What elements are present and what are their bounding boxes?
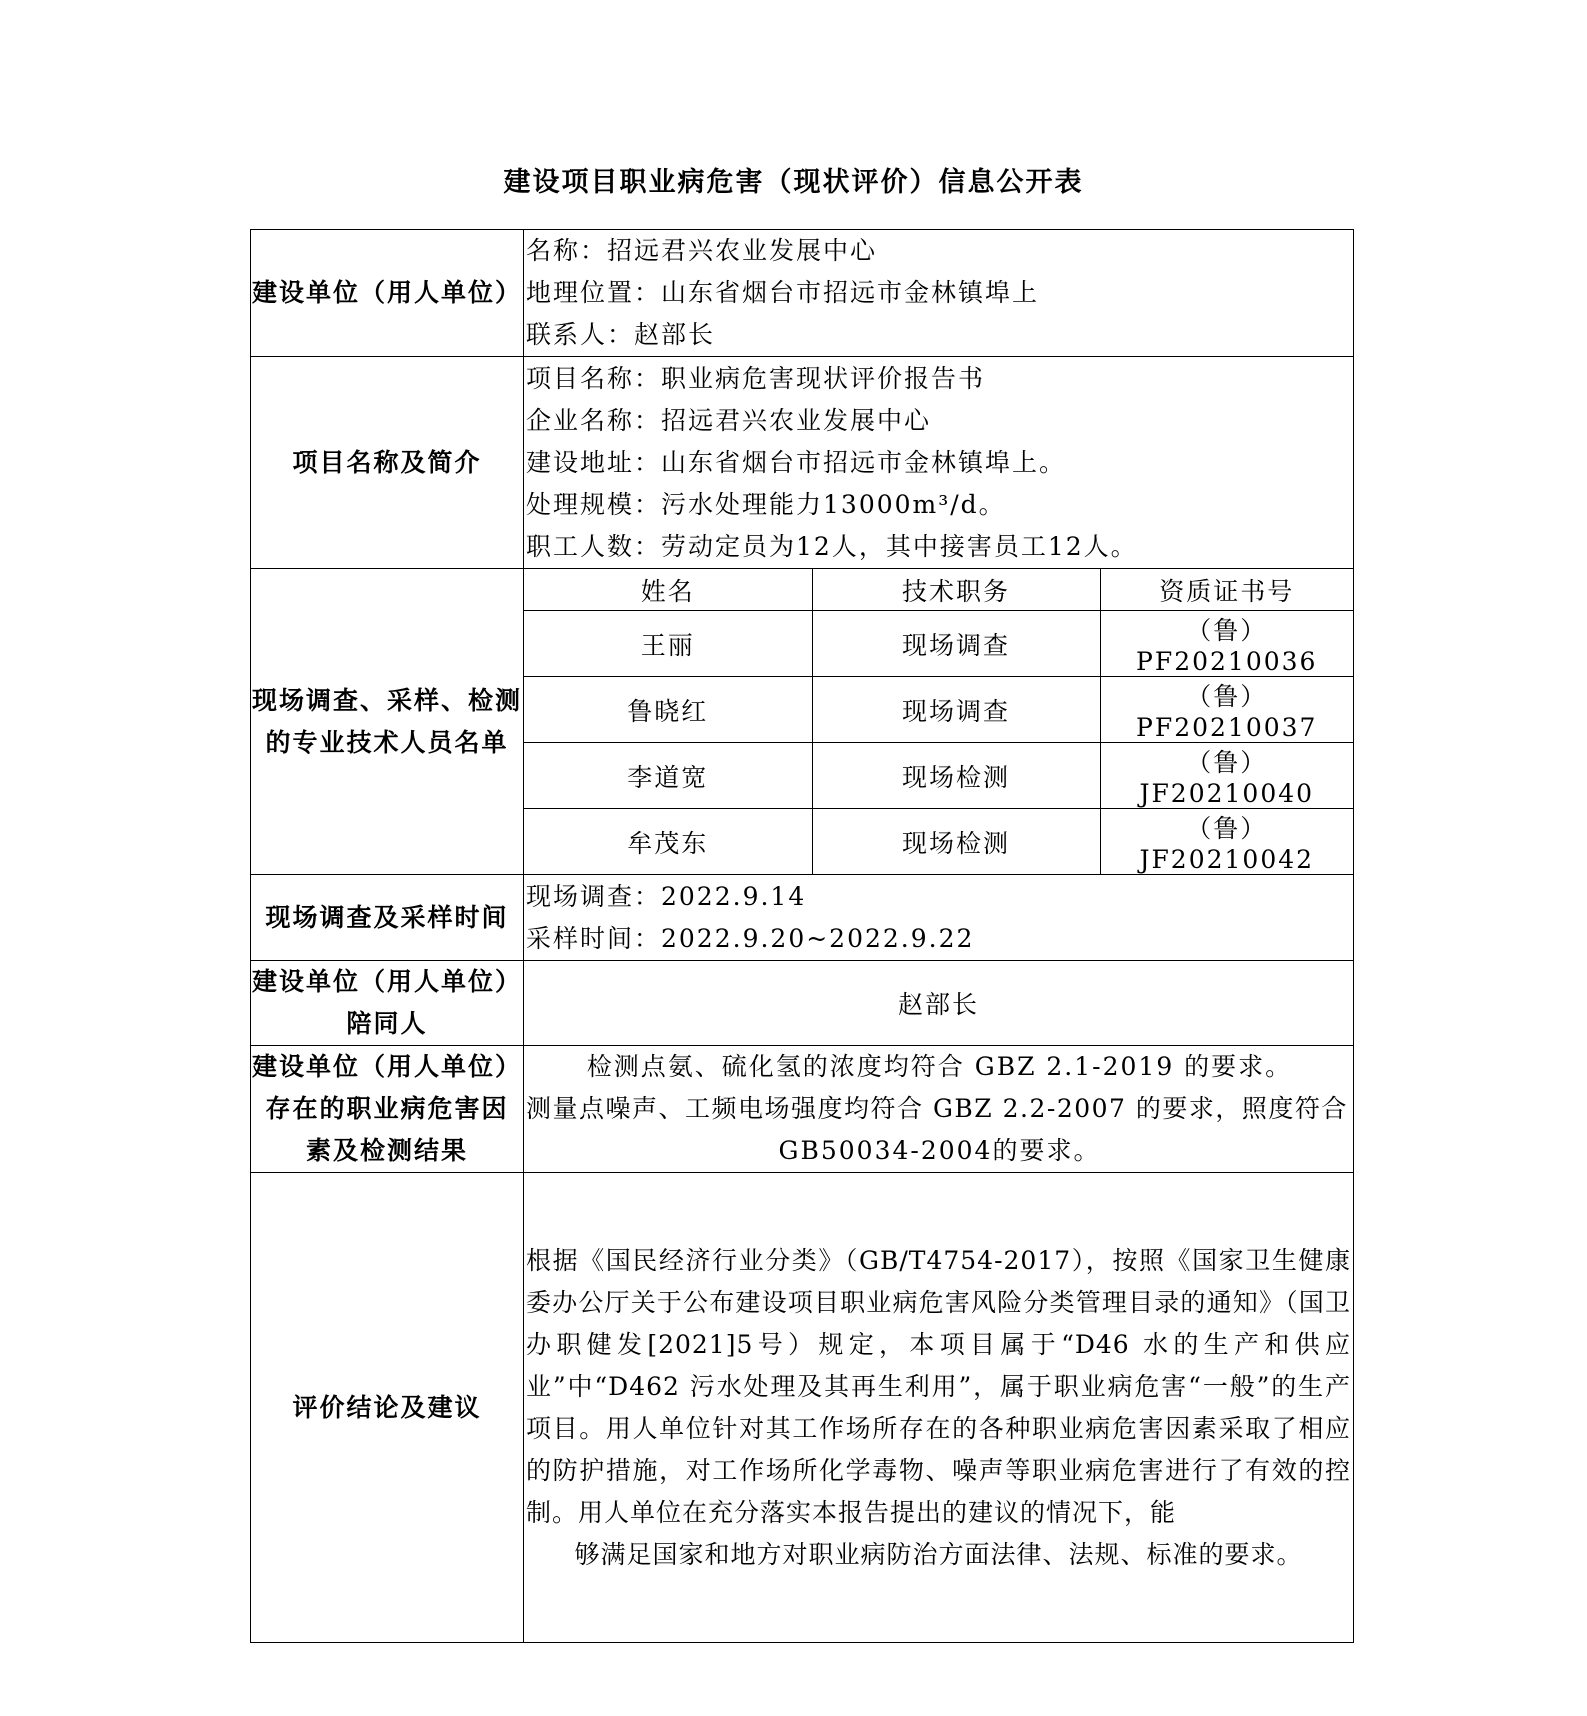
companion-row [251, 961, 1354, 1046]
staff-header-title: 技术职务 [812, 569, 1100, 611]
staff-row [251, 569, 1354, 875]
conclusion-label: 评价结论及建议 [251, 1173, 524, 1643]
companion-label-line1: 建设单位（用人单位） [251, 967, 522, 996]
conclusion-row [251, 1173, 1354, 1643]
hazards-label-line3: 素及检测结果 [305, 1136, 468, 1165]
staff-title: 现场调查 [812, 677, 1100, 743]
staff-name: 鲁晓红 [524, 677, 812, 743]
survey-time-label: 现场调查及采样时间 [251, 875, 524, 961]
staff-table-row [524, 743, 1353, 809]
staff-name: 王丽 [524, 611, 812, 677]
staff-title: 现场调查 [812, 611, 1100, 677]
hazards-label-line2: 存在的职业病危害因 [265, 1094, 509, 1123]
companion-value: 赵部长 [524, 961, 1354, 1046]
staff-label [251, 569, 524, 875]
companion-label [251, 961, 524, 1046]
unit-contact: 联系人：赵部长 [526, 320, 716, 349]
staff-title: 现场检测 [812, 743, 1100, 809]
project-content [524, 357, 1354, 569]
staff-header-cert: 资质证书号 [1100, 569, 1353, 611]
survey-date: 现场调查：2022.9.14 [526, 881, 807, 911]
staff-table-row [524, 809, 1353, 875]
staff-cert: （鲁）JF20210042 [1100, 809, 1353, 875]
sampling-date: 采样时间：2022.9.20~2022.9.22 [526, 923, 975, 953]
hazards-row [251, 1046, 1354, 1173]
project-row [251, 357, 1354, 569]
unit-content [524, 230, 1354, 357]
hazards-content [524, 1046, 1354, 1173]
project-label: 项目名称及简介 [251, 357, 524, 569]
project-company: 企业名称：招远君兴农业发展中心 [526, 405, 932, 435]
staff-cert: （鲁）JF20210040 [1100, 743, 1353, 809]
page-title: 建设项目职业病危害（现状评价）信息公开表 [503, 167, 1084, 198]
hazards-result-2: 测量点噪声、工频电场强度均符合 GBZ 2.2-2007 的要求，照度符合 [526, 1094, 1348, 1123]
info-table [250, 229, 1354, 1643]
unit-location: 地理位置：山东省烟台市招远市金林镇埠上 [526, 278, 1040, 307]
staff-cert: （鲁）PF20210037 [1100, 677, 1353, 743]
unit-name: 名称：招远君兴农业发展中心 [526, 236, 878, 265]
project-address: 建设地址：山东省烟台市招远市金林镇埠上。 [526, 447, 1067, 477]
staff-table-row [524, 611, 1353, 677]
staff-label-line2: 的专业技术人员名单 [265, 727, 509, 757]
conclusion-content [524, 1173, 1354, 1643]
hazards-label [251, 1046, 524, 1173]
companion-label-line2: 陪同人 [346, 1009, 428, 1038]
staff-name: 李道宽 [524, 743, 812, 809]
staff-content [524, 569, 1354, 875]
hazards-result-3: GB50034-2004的要求。 [778, 1136, 1101, 1165]
conclusion-last-line: 够满足国家和地方对职业病防治方面法律、法规、标准的要求。 [574, 1539, 1303, 1569]
staff-name: 牟茂东 [524, 809, 812, 875]
staff-table [524, 569, 1353, 874]
hazards-label-line1: 建设单位（用人单位） [251, 1052, 522, 1081]
staff-table-row [524, 677, 1353, 743]
staff-cert: （鲁）PF20210036 [1100, 611, 1353, 677]
survey-time-row [251, 875, 1354, 961]
hazards-result-1: 检测点氨、硫化氢的浓度均符合 GBZ 2.1-2019 的要求。 [586, 1052, 1293, 1081]
project-staff-count: 职工人数：劳动定员为12人，其中接害员工12人。 [526, 531, 1138, 561]
project-name: 项目名称：职业病危害现状评价报告书 [526, 363, 986, 393]
project-capacity: 处理规模：污水处理能力13000m³/d。 [526, 489, 1006, 519]
survey-time-content [524, 875, 1354, 961]
staff-title: 现场检测 [812, 809, 1100, 875]
staff-header-row [524, 569, 1353, 611]
staff-label-line1: 现场调查、采样、检测 [251, 685, 522, 715]
conclusion-paragraph: 根据《国民经济行业分类》（GB/T4754-2017），按照《国家卫生健康委办公厅关于公布建设项目职业病危害风险分类管理目录的通知》（国卫办职健发[2021]5号）规定，本项目属于“D46 水的生产和供应业”中“D462 污水处理及其再生利用”，属于职业病危害“一般”的生产项目。用人单位针对其工作场所存在的各种职业病危害因素采取了相应的防护措施，对工作场所化学毒物、噪声等职业病危害进行了有效的控制。用人单位在充分落实本报告提出的建议的情况下，能 [526, 1245, 1351, 1527]
staff-header-name: 姓名 [524, 569, 812, 611]
unit-label: 建设单位（用人单位） [251, 230, 524, 357]
unit-row [251, 230, 1354, 357]
